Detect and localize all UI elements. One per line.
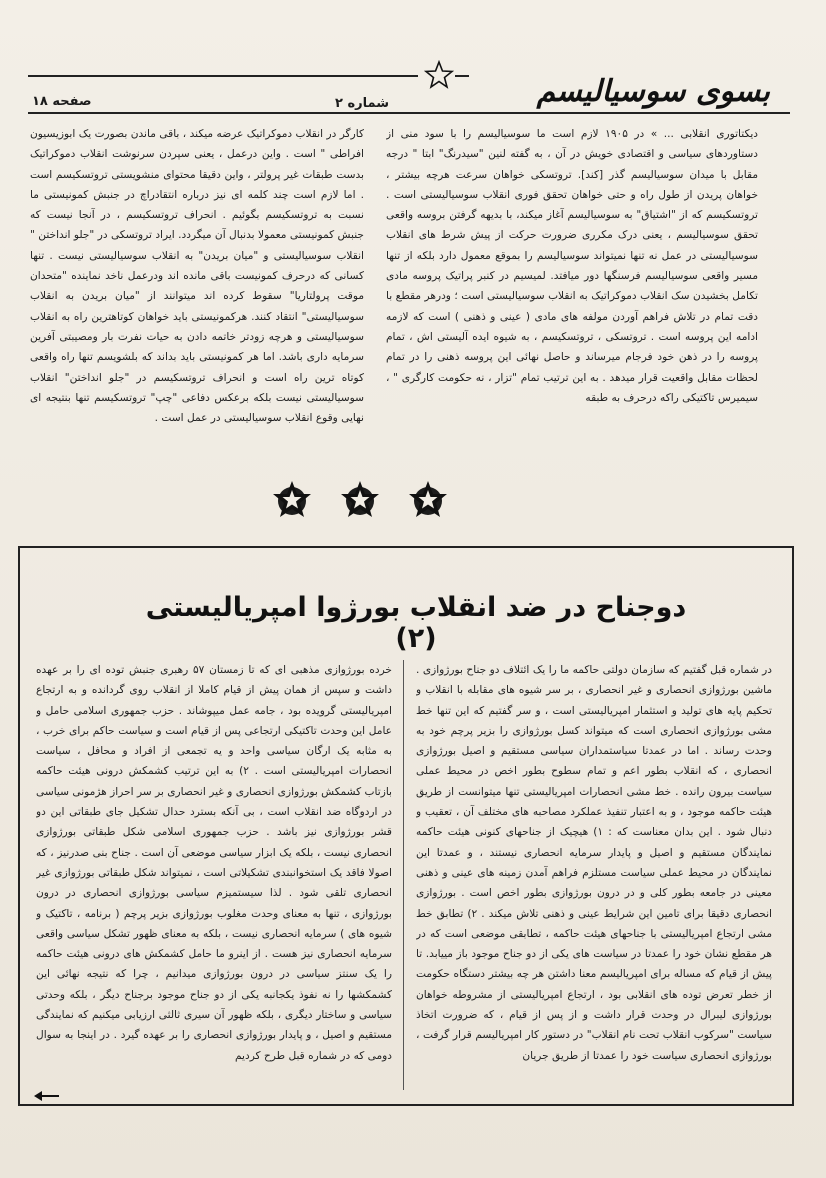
article-left-column	[36, 660, 392, 1080]
masthead-star-icon	[424, 60, 454, 90]
top-left-column	[30, 124, 364, 474]
masthead-rule-top	[28, 75, 418, 77]
star-divider	[270, 478, 450, 524]
star-icon	[338, 478, 382, 522]
article-left-text: خرده بورژوازی مذهبی ای که تا زمستان ۵۷ رهبری جنبش توده ای را بر عهده داشت و سپس از همان پیش از قیام کاملا از انقلاب روی گردانده و به ارتجاع امپریالیستی گرویده بود ، جامه عمل میپوشاند . حزب جمهوری اسلامی حامل و عامل این وحدت تاکتیکی ارتجاعی پس از قیام است و سیاست حاکم برای خرب ، به مثابه یک ارگان سیاسی واحد و یه تجمعی از افراد و محافل ، سیاست انحصارات امپریالیستی است . ۲) به این ترتیب کشمکش درونی هیئت حاکمه بازتاب کشمکش بورژوازی انحصاری و غیر انحصاری بر سر احراز هژمونی سیاسی در اردوگاه ضد انقلاب است ، بی آنکه بسترد حدال تشکیل جای طبقاتی این دو قشر بورژوازی نیز باشد . حزب جمهوری اسلامی شکل طبقاتی بورژوازی انحصاری نیست ، بلکه یک ابزار سیاسی موضعی آن است . جناح بنی صدرنیز ، که اصولا فاقد یک استخوانبندی تشکیلاتی است ، نمیتواند شکل طبقاتی بورژوازی غیر انحصاری تلقی شود . لذا سیستمیزم سیاسی بورژوازی انحصاری در درون بورژوازی ، تنها به معنای وحدت مغلوب بورژوازی بزیر پرچم ( برنامه ، تاکتیک و شیوه های ) سرمایه انحصاری نیست ، بلکه به معنای ظهور تشکل سیاسی واقعی سرمایه انحصاری نیز هست . از اینرو ما حامل کشمکش های درونی هیئت حاکمه را یک سنتز سیاسی در درون بورژوازی میدانیم ، چرا که نتیجه نهائی این کشمکشها را نه نفوذ یکجانبه یکی از دو جناح موجود برجناح دیگر ، بلکه وحدتی سیاسی و ساختار دیگری ، بلکه ظهور آن سیری ثالثی ارزیابی میکنیم که نمایندگی مستقیم و اصیل ، و پایدار بورژوازی انحصاری را بر عهده گیرد . در اینجا به سوال دومی که در شماره قبل طرح کردیم	[36, 664, 392, 1062]
left-arrow-icon	[34, 1090, 60, 1102]
masthead-title: بسوی سوسیالیسم	[536, 74, 770, 109]
masthead-rule-top-right	[455, 75, 469, 77]
frame-rule-top	[18, 546, 794, 548]
star-icon	[406, 478, 450, 522]
issue-number: شماره ۲	[335, 96, 390, 111]
article-right-text: در شماره قبل گفتیم که سازمان دولتی حاکمه ما را یک ائتلاف دو جناح بورژوازی . ماشین بورژوازی انحصاری و غیر انحصاری ، بر سر شیوه های مقابله با انقلاب و تحکیم پایه های تولید و استثمار امپریالیستی است ، و سر گفتیم که این تنها خط مشی بورژوازی انحصاری است که میتواند کسل بورژوازی را بزیر پرچم خود به وحدت رساند . اما در عمدتا سیاستمداران سیاسی مستقیم و اصیل بورژوازی انحصاری ، که انقلاب بطور اعم و تمام سطوح بطور اخص در محیط عملی سیاست بیرون رانده . خط مشی انحصارات امپریالیستی تنها میتوانست از طریق هیئت حاکمه موجود ، و به اعتبار تنفیذ عملکرد مصاحبه های مختلف آن ، تعقیب و دنبال شود . این بدان معناست که : ۱) هیچیک از جناحهای کنونی هیئت حاکمه نمایندگان مستقیم و اصیل و پایدار سرمایه انحصاری نیستند ، و عمدتا این نمایندگان در محیط عملی سیاست مستلزم فراهم آمدن زمینه های عینی و ذهنی معینی در جامعه بطور کلی و در درون بورژوازی بطور اخص است . بورژوازی انحصاری دقیقا برای تامین این شرایط عینی و ذهنی تلاش میکند . ۲) تطابق خط مشی ارتجاع امپریالیستی با جناحهای هیئت حاکمه ، تطابقی موضعی است که در هر مقطع نشان خود را عمدتا در سیاست های یکی از دو جناح موجود باز مییابد. تا پیش از قیام که مساله برای امپریالیسم معنا داشتن هر چه بیشتر دستگاه حکومت از خطر تعرض توده های انقلابی بود ، ارتجاع امپریالیستی از مشروطه خواهان بورژوازی لیبرال در وحدت قرار داشت و از پس از قیام ، که ضرورت اتخاذ سیاست "سرکوب انقلاب تحت نام انقلاب" در دستور کار امپریالیسم قرار گرفت ، بورژوازی انحصاری سیاست خود را عمدتا از طریق جریان	[416, 664, 772, 1062]
top-right-text: دیکتاتوری انقلابی ... » در ۱۹۰۵ لازم است ما سوسیالیسم را با سود منی از دستاوردهای سیاسی و اقتصادی خویش در آن ، به گفته لنین "سیدرنگ" ابتا " درجه مقابل با میدان سوسیالیسم گذر [کند]. تروتسکی خواهان سرعت هرچه بیشتر ، خواهان پریدن از طول راه و حتی خواهان تحقق فوری انقلاب سوسیالیستی است . تروتسکیسم که از "اشتیاق" به سوسیالیسم آغاز میکند، با بدیهه گرفتن بروسه واقعی تحقق سوسیالیسم ، یعنی درک مکرری ضرورت حرکت از پیش شرط های انقلاب سوسیالیستی در عمل نه تنها نمیتواند سوسیالیسم را بموقع معمول دارد بلکه از تنها مسیر واقعی سوسیالیسم فرسنگها دور میافتد. لمیسیم در کنبر پراتیک پروسه مادی تکامل بخشیدن سک انقلاب دموکراتیک به انقلاب سوسیالیستی است ؛ ودرهر مقطع با دقت تمام در تلاش فراهم آوردن مولفه های مادی ( عینی و ذهنی ) است که لازمه ادامه این پروسه است . تروتسکی ، تروتسکیسم ، به شیوه ایده آلیستی اش ، تمام پروسه را در ذهن خود فرجام میرساند و حاصل نهائی این پروسه ذهنی را در تمام لحظات مقابل واقعیت قرار میدهد . به این ترتیب تمام "تزار ، نه حکومت کارگری " ، سیمیرس تاکتیکی راکه درحرف به طبقه	[386, 128, 758, 404]
star-icon	[270, 478, 314, 522]
header-rule-bottom	[28, 112, 790, 114]
frame-rule-bottom	[18, 1104, 794, 1106]
frame-rule-left	[18, 546, 20, 1106]
top-left-text: کارگر در انقلاب دموکراتیک عرضه میکند ، باقی ماندن بصورت یک ابوزیسیون افراطی " است . واین درعمل ، یعنی سپردن سرنوشت انقلاب دموکراتیک بدست طبقات غیر پرولتر ، واین دقیقا محتوای منشویستی تروتسکیسم است . اما لازم است چند کلمه ای نیز درباره انتقادراچ در جنبش کمونیستی ما نسبت به تروتسکیسم بگوئیم . انحراف تروتسکیسم ، در آنجا نیست که جنبش کمونیستی معمولا بدنبال آن میگردد. ایراد تروتسکی در "جلو انداختن " انقلاب سوسیالیستی و "میان بریدن" به انقلاب سوسیالیستی نیست . تنها کسانی که درحرف کمونیست باقی مانده اند ودرعمل ناخد نماینده "متحدان موقت پرولتاریا" سقوط کرده اند میتوانند از "میان بریدن به انقلاب سوسیالیستی" انتقاد کنند. هرکمونیستی باید خواهان کوتاهترین راه به انقلاب سوسیالیستی و هرچه زودتر خاتمه دادن به حیات نفرت بار ومصیبتی آفرین سرمایه داری باشد. اما هر کمونیستی باید بداند که بلشویسم تنها راه واقعی کوتاه ترین راه است و انحراف تروتسکیسم در "جلو انداختن" انقلاب سوسیالیستی نیست بلکه برعکس دفاعی "چپ" تروتسکیسم تنها بنتیجه ای نهایی وقوع انقلاب سوسیالیستی در عمل است .	[30, 128, 364, 425]
article-headline: دوجناح در ضد انقلاب بورژوا امپریالیستی (۲)	[145, 592, 687, 654]
article-right-column	[416, 660, 772, 1098]
frame-rule-right	[792, 546, 794, 1106]
page-number: صفحه ۱۸	[32, 94, 92, 109]
top-right-column	[386, 124, 758, 474]
column-divider	[403, 660, 404, 1090]
